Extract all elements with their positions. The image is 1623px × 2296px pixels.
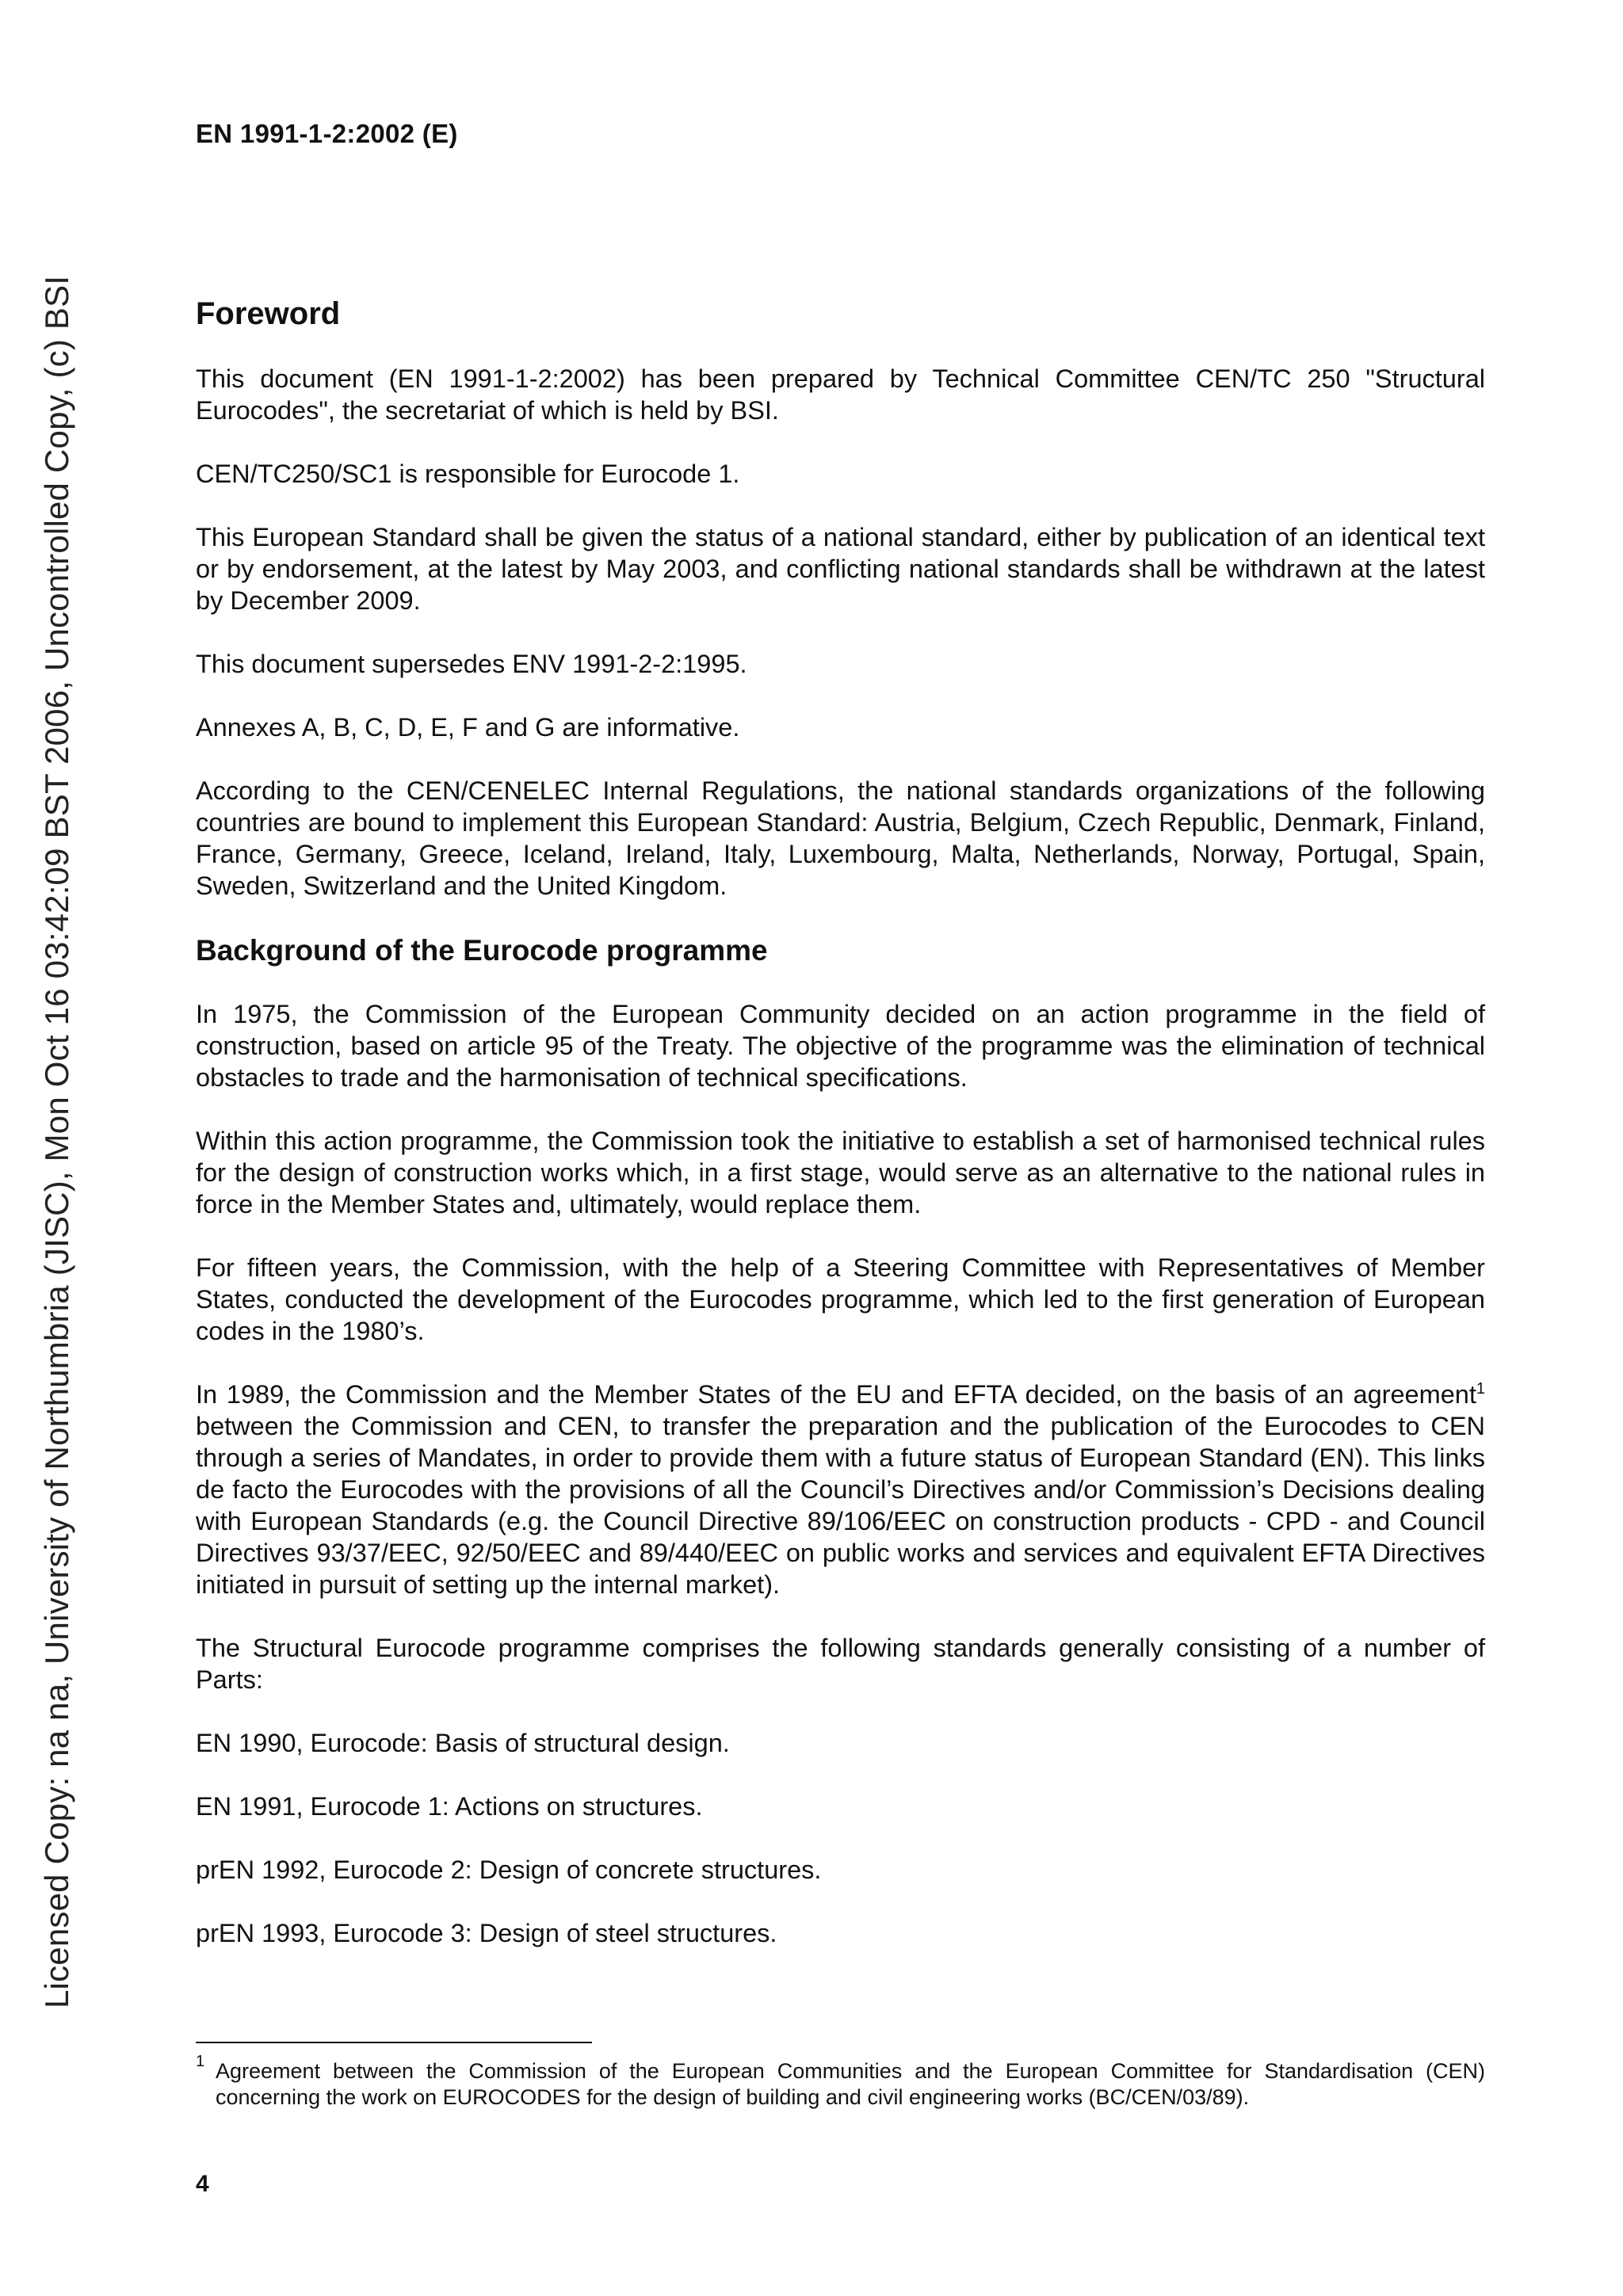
main-content [196, 295, 1485, 1981]
footnote-divider [196, 2042, 592, 2043]
license-watermark: Licensed Copy: na na, University of Northumbria (JISC), Mon Oct 16 03:42:09 BST 2006, Uncontrolled Copy, (c) BSI [38, 275, 75, 2008]
foreword-paragraph: This document supersedes ENV 1991-2-2:1995. [196, 650, 747, 678]
page-number: 4 [196, 2171, 209, 2197]
footnote-number: 1 [196, 2053, 205, 2070]
standard-list-item: EN 1991, Eurocode 1: Actions on structures. [196, 1792, 703, 1821]
background-heading: Background of the Eurocode programme [196, 934, 768, 967]
footnote-reference: 1 [1476, 1380, 1485, 1398]
standard-list-item: prEN 1992, Eurocode 2: Design of concrete structures. [196, 1855, 822, 1885]
background-paragraph: For fifteen years, the Commission, with the help of a Steering Committee with Representatives of Member States, conducted the development of the Eurocodes programme, which led to the first generation of European codes in the 1980’s. [196, 1253, 1485, 1346]
footnote-text: Agreement between the Commission of the European Communities and the European Committee for Standardisation (CEN) concerning the work on EUROCODES for the design of building and civil engineering works (BC/CEN/03/89). [216, 2059, 1485, 2109]
foreword-paragraph: Annexes A, B, C, D, E, F and G are informative. [196, 713, 740, 742]
document-header: EN 1991-1-2:2002 (E) [196, 119, 458, 148]
agreement-paragraph [196, 1379, 1485, 1600]
standard-list-item: prEN 1993, Eurocode 3: Design of steel structures. [196, 1919, 777, 1948]
programme-intro-paragraph: The Structural Eurocode programme comprises the following standards generally consisting of a number of Parts: [196, 1634, 1485, 1695]
foreword-paragraph: According to the CEN/CENELEC Internal Regulations, the national standards organizations of the following countries are bound to implement this European Standard: Austria, Belgium, Czech Republic, Denmark, Finland, France, Germany, Greece, Iceland, Ireland, Italy, Luxembourg, Malta, Netherlands, Norway, Portugal, Spain, Sweden, Switzerland and the United Kingdom. [196, 776, 1485, 900]
footnote [196, 2052, 1485, 2111]
agreement-text-start: In 1989, the Commission and the Member States of the EU and EFTA decided, on the basis of an agreement [196, 1380, 1476, 1409]
standard-list-item: EN 1990, Eurocode: Basis of structural design. [196, 1729, 730, 1758]
foreword-paragraph: CEN/TC250/SC1 is responsible for Eurocode 1. [196, 460, 740, 488]
foreword-heading: Foreword [196, 296, 341, 331]
agreement-text-end: between the Commission and CEN, to transfer the preparation and the publication of the Eurocodes to CEN through a series of Mandates, in order to provide them with a future status of European Standard (EN). This links de facto the Eurocodes with the provisions of all the Council’s Directives and/or Commission’s Decisions dealing with European Standards (e.g. the Council Directive 89/106/EEC on construction products - CPD - and Council Directives 93/37/EEC, 92/50/EEC and 89/440/EEC on public works and services and equivalent EFTA Directives initiated in pursuit of setting up the internal market). [196, 1412, 1485, 1600]
foreword-paragraph: This European Standard shall be given the status of a national standard, either by publication of an identical text or by endorsement, at the latest by May 2003, and conflicting national standards shall be withdrawn at the latest by December 2009. [196, 523, 1485, 615]
foreword-paragraph: This document (EN 1991-1-2:2002) has been prepared by Technical Committee CEN/TC 250 "Structural Eurocodes", the secretariat of which is held by BSI. [196, 364, 1485, 425]
background-paragraph: Within this action programme, the Commission took the initiative to establish a set of harmonised technical rules for the design of construction works which, in a first stage, would serve as an alternative to the national rules in force in the Member States and, ultimately, would replace them. [196, 1127, 1485, 1219]
background-paragraph: In 1975, the Commission of the European Community decided on an action programme in the field of construction, based on article 95 of the Treaty. The objective of the programme was the elimination of technical obstacles to trade and the harmonisation of technical specifications. [196, 1000, 1485, 1093]
